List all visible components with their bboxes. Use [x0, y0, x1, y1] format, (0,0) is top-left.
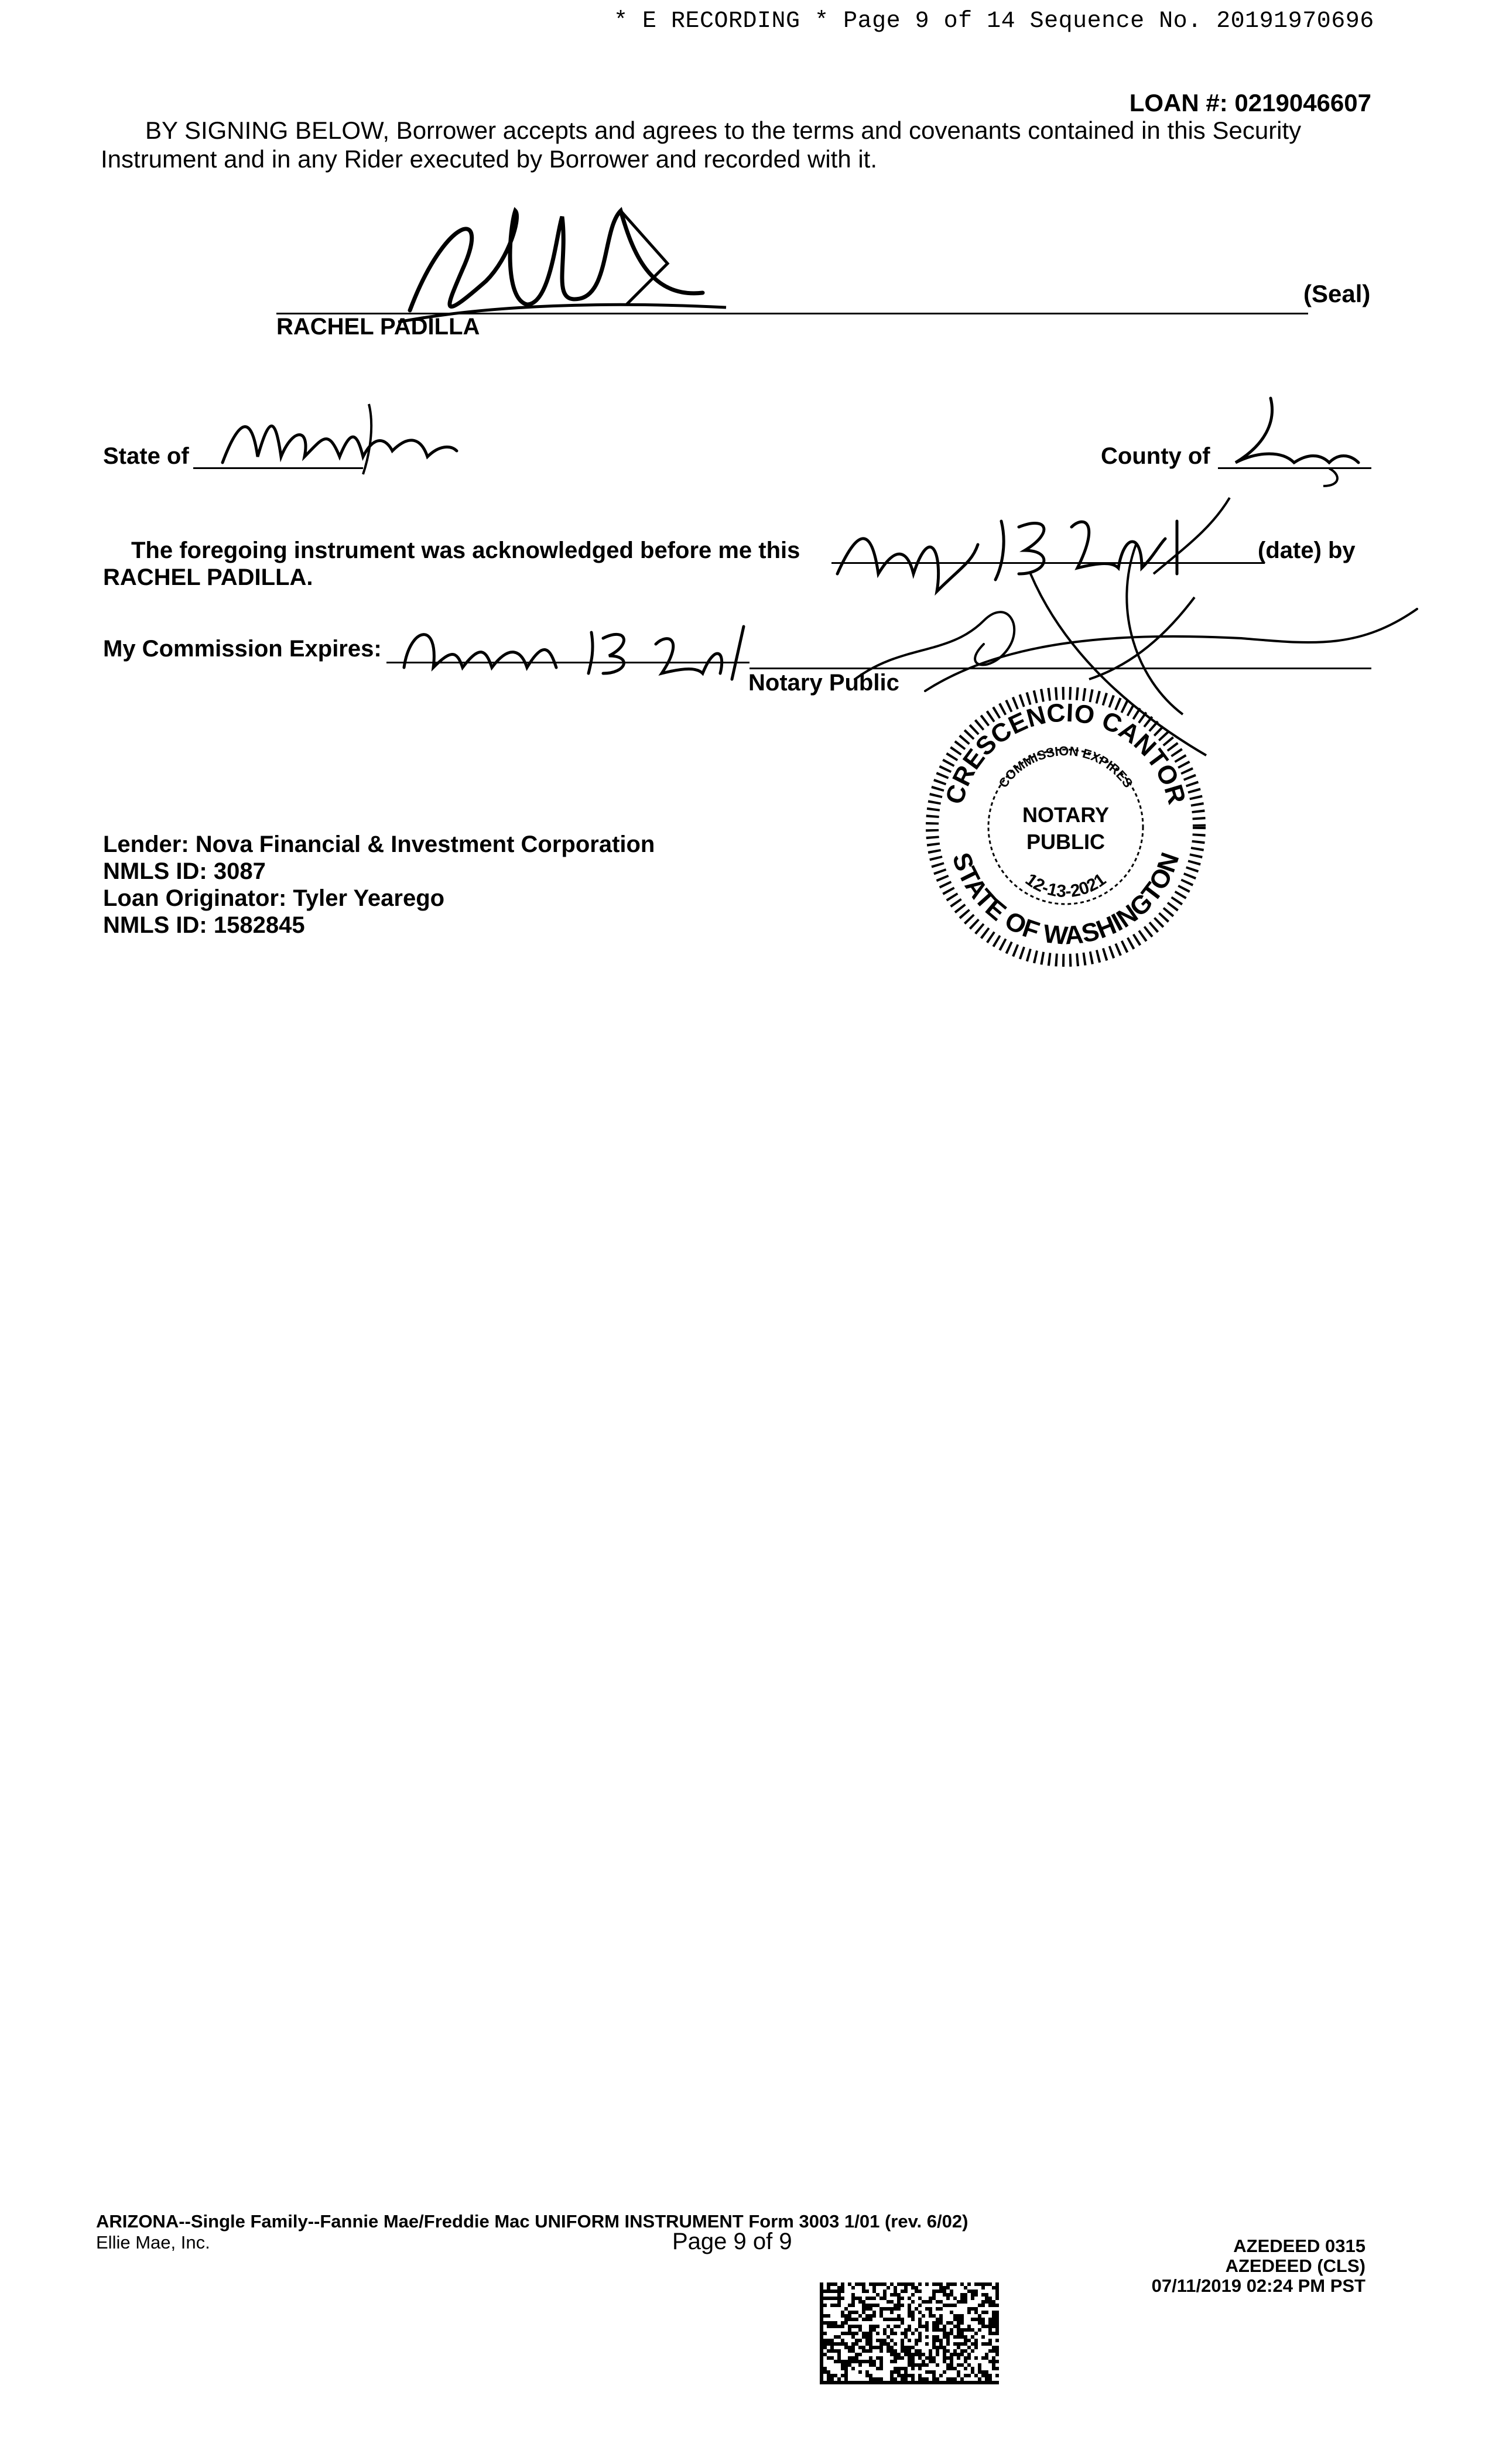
state-label: State of: [103, 443, 189, 469]
notary-stamp: [925, 686, 1206, 967]
commission-handwriting: [392, 603, 755, 685]
commission-line: [386, 662, 750, 663]
stamp-center-line-2: PUBLIC: [1026, 830, 1105, 854]
footer-page-number: Page 9 of 9: [672, 2229, 792, 2254]
notary-public-label: Notary Public: [748, 670, 899, 696]
loan-number: LOAN #: 0219046607: [1129, 89, 1371, 117]
county-label: County of: [1101, 443, 1210, 469]
stamp-expiry: 12-13-2021: [1022, 870, 1110, 902]
notary-signature-line: [750, 668, 1371, 669]
datamatrix-barcode: [820, 2282, 999, 2386]
seal-label: (Seal): [1303, 280, 1371, 307]
intro-line-1: BY SIGNING BELOW, Borrower accepts and agrees to the terms and covenants contained in this Security: [145, 117, 1302, 144]
lender-line-4: NMLS ID: 1582845: [103, 912, 305, 938]
footer-code-2: AZEDEED (CLS): [1225, 2256, 1365, 2276]
stamp-name: CRESCENCIO CANTOR: [940, 698, 1192, 807]
county-handwriting: [1224, 386, 1364, 492]
county-line: [1218, 467, 1371, 469]
intro-line-2: Instrument and in any Rider executed by Borrower and recorded with it.: [101, 145, 878, 173]
lender-line-1: Lender: Nova Financial & Investment Corporation: [103, 831, 655, 857]
state-line: [193, 467, 363, 469]
footer-company: Ellie Mae, Inc.: [96, 2232, 210, 2253]
lender-line-3: Loan Originator: Tyler Yearego: [103, 885, 445, 911]
footer-code-1: AZEDEED 0315: [1233, 2236, 1365, 2256]
footer-form-title: ARIZONA--Single Family--Fannie Mae/Freddie Mac UNIFORM INSTRUMENT Form 3003 1/01 (rev. 6/02): [96, 2211, 968, 2232]
ack-date-line: [831, 562, 1265, 564]
ack-date-handwriting: [826, 486, 1271, 603]
acknowledgment-line-2: RACHEL PADILLA.: [103, 564, 313, 590]
stamp-commission: COMMISSION EXPIRES: [995, 743, 1136, 790]
acknowledgment-line-1: The foregoing instrument was acknowledged before me this: [131, 538, 800, 563]
lender-line-2: NMLS ID: 3087: [103, 858, 266, 884]
stamp-center-line-1: NOTARY: [1022, 803, 1109, 827]
footer-timestamp: 07/11/2019 02:24 PM PST: [1151, 2275, 1365, 2296]
date-by-label: (date) by: [1258, 538, 1356, 563]
commission-expires-label: My Commission Expires:: [103, 636, 382, 662]
stamp-state: STATE OF WASHINGTON: [946, 848, 1185, 950]
recording-header: * E RECORDING * Page 9 of 14 Sequence No. 20191970696: [614, 8, 1374, 35]
borrower-name: RACHEL PADILLA: [276, 314, 480, 340]
